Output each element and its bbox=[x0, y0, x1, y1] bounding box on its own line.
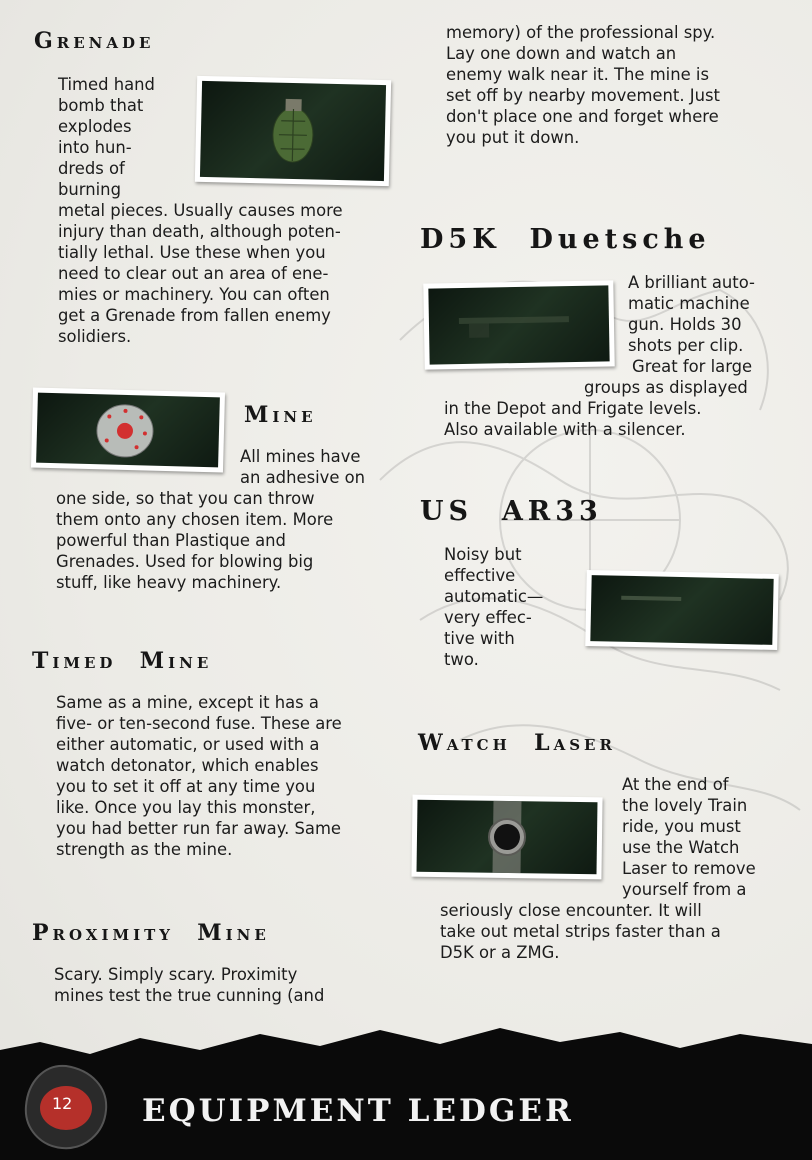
text-line: Timed hand bbox=[58, 75, 155, 94]
text-line: metal pieces. Usually causes more bbox=[58, 201, 343, 220]
text-line: tially lethal. Use these when you bbox=[58, 243, 326, 262]
text-line: don't place one and forget where bbox=[446, 107, 719, 126]
text-line: like. Once you lay this monster, bbox=[56, 798, 316, 817]
text-line: get a Grenade from fallen enemy bbox=[58, 306, 331, 325]
text-line: in the Depot and Frigate levels. bbox=[444, 399, 702, 418]
text-line: Also available with a silencer. bbox=[444, 420, 686, 439]
text-line: burning bbox=[58, 180, 121, 199]
text-line: take out metal strips faster than a bbox=[440, 922, 721, 941]
mine-icon bbox=[36, 393, 220, 468]
text-line: Noisy but bbox=[444, 545, 522, 564]
text-line: yourself from a bbox=[622, 880, 747, 899]
grenade-text-b bbox=[58, 200, 343, 347]
text-line: Laser to remove bbox=[622, 859, 756, 878]
mine-text-a bbox=[240, 446, 365, 488]
text-line: you put it down. bbox=[446, 128, 580, 147]
text-line: watch detonator, which enables bbox=[56, 756, 319, 775]
grenade-text-a bbox=[58, 74, 155, 200]
text-line: them onto any chosen item. More bbox=[56, 510, 334, 529]
text-line: memory) of the professional spy. bbox=[446, 23, 716, 42]
text-line: into hun- bbox=[58, 138, 132, 157]
mine-heading: Mine bbox=[244, 402, 317, 428]
text-line: A brilliant auto- bbox=[628, 273, 755, 292]
text-line: explodes bbox=[58, 117, 132, 136]
text-line: Same as a mine, except it has a bbox=[56, 693, 319, 712]
text-line: enemy walk near it. The mine is bbox=[446, 65, 709, 84]
d5k-text-b bbox=[444, 398, 702, 440]
text-line: very effec- bbox=[444, 608, 532, 627]
grenade-heading: Grenade bbox=[34, 28, 155, 54]
us-ar33-text bbox=[444, 544, 543, 670]
text-line: effective bbox=[444, 566, 516, 585]
text-line: mies or machinery. You can often bbox=[58, 285, 330, 304]
grenade-icon bbox=[200, 81, 386, 181]
text-line: Scary. Simply scary. Proximity bbox=[54, 965, 298, 984]
text-line: D5K or a ZMG. bbox=[440, 943, 560, 962]
text-line: matic machine bbox=[628, 294, 750, 313]
timed-mine-heading: Timed Mine bbox=[32, 648, 213, 674]
us-ar33-heading: US AR33 bbox=[420, 496, 603, 527]
text-line: Lay one down and watch an bbox=[446, 44, 677, 63]
text-line: dreds of bbox=[58, 159, 125, 178]
text-line: the lovely Train bbox=[622, 796, 748, 815]
text-line: you to set it off at any time you bbox=[56, 777, 316, 796]
footer-band bbox=[0, 1020, 812, 1160]
text-line: strength as the mine. bbox=[56, 840, 233, 859]
text-line: powerful than Plastique and bbox=[56, 531, 286, 550]
text-line: stuff, like heavy machinery. bbox=[56, 573, 282, 592]
text-line: bomb that bbox=[58, 96, 144, 115]
text-line: injury than death, although poten- bbox=[58, 222, 341, 241]
text-line: ride, you must bbox=[622, 817, 741, 836]
watch-icon bbox=[417, 800, 598, 875]
proximity-mine-heading: Proximity Mine bbox=[32, 920, 270, 946]
timed-mine-text bbox=[56, 692, 342, 860]
page-number: 12 bbox=[52, 1094, 73, 1113]
grenade-photo bbox=[195, 76, 391, 186]
proximity-mine-text-b bbox=[446, 22, 720, 148]
text-line: All mines have bbox=[240, 447, 361, 466]
proximity-mine-text-a bbox=[54, 964, 324, 1006]
text-line: At the end of bbox=[622, 775, 729, 794]
text-line: one side, so that you can throw bbox=[56, 489, 315, 508]
text-line: gun. Holds 30 bbox=[628, 315, 742, 334]
gun-icon bbox=[428, 285, 609, 364]
text-line: either automatic, or used with a bbox=[56, 735, 320, 754]
text-line: mines test the true cunning (and bbox=[54, 986, 325, 1005]
text-line: solidiers. bbox=[58, 327, 132, 346]
watch-laser-photo bbox=[411, 795, 602, 880]
watch-laser-text-b bbox=[440, 900, 721, 963]
text-line: need to clear out an area of ene- bbox=[58, 264, 329, 283]
rifle-icon bbox=[590, 575, 773, 645]
d5k-text-a bbox=[584, 272, 755, 398]
text-line: set off by nearby movement. Just bbox=[446, 86, 720, 105]
us-ar33-photo bbox=[585, 570, 779, 650]
text-line: tive with bbox=[444, 629, 515, 648]
text-line: Great for large bbox=[632, 357, 753, 376]
text-line: groups as displayed bbox=[584, 378, 748, 397]
d5k-heading: D5K Duetsche bbox=[420, 224, 711, 255]
mine-photo bbox=[31, 388, 225, 473]
text-line: you had better run far away. Same bbox=[56, 819, 342, 838]
text-line: an adhesive on bbox=[240, 468, 366, 487]
footer-title: EQUIPMENT LEDGER bbox=[142, 1093, 574, 1129]
text-line: shots per clip. bbox=[628, 336, 744, 355]
text-line: automatic— bbox=[444, 587, 544, 606]
watch-laser-heading: Watch Laser bbox=[418, 730, 616, 756]
text-line: seriously close encounter. It will bbox=[440, 901, 702, 920]
text-line: use the Watch bbox=[622, 838, 740, 857]
text-line: Grenades. Used for blowing big bbox=[56, 552, 314, 571]
watch-laser-text-a bbox=[622, 774, 756, 900]
text-line: five- or ten-second fuse. These are bbox=[56, 714, 342, 733]
mine-text-b bbox=[56, 488, 333, 593]
text-line: two. bbox=[444, 650, 479, 669]
d5k-photo bbox=[423, 280, 614, 369]
